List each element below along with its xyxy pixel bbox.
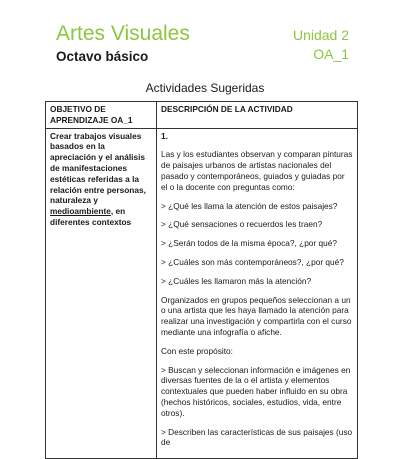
unit-label: Unidad 2 xyxy=(292,27,349,43)
activity-paragraph: Las y los estudiantes observan y comparan pinturas de paisajes urbanos de artistas nacionales del pasado y contemporáneos, guiados y guiadas por el o la docente con preguntas como: xyxy=(161,149,353,192)
activity-paragraph: Organizados en grupos pequeños seleccionan a un o una artista que les haya llamado la atención para realizar una investigación y compartirla con el curso mediante una infografía o afiche. xyxy=(161,294,352,337)
section-title: Actividades Sugeridas xyxy=(145,81,265,95)
objective-header: OBJETIVO DE APRENDIZAJE OA_1 xyxy=(46,102,157,129)
activities-table xyxy=(45,101,358,459)
question-item: > ¿Cuáles les llamaron más la atención? xyxy=(161,275,312,286)
table-row xyxy=(46,128,358,459)
description-header: DESCRIPCIÓN DE LA ACTIVIDAD xyxy=(157,102,358,129)
header-right xyxy=(293,27,349,63)
question-item: > ¿Serán todos de la misma época?, ¿por qué? xyxy=(161,238,337,249)
document-subtitle: Octavo básico xyxy=(56,49,149,64)
description-cell xyxy=(157,128,358,459)
table-header-row xyxy=(46,102,358,129)
objective-cell xyxy=(46,128,157,459)
question-item: > ¿Cuáles son más contemporáneos?, ¿por qué? xyxy=(161,256,344,267)
header-left xyxy=(56,22,190,65)
task-item: > Describen las características de sus paisajes (uso de xyxy=(161,426,353,448)
objective-text-before: Crear trabajos visuales basados en la apreciación y el análisis de manifestaciones estéticas referidas a la relación entre personas, naturaleza y xyxy=(50,130,146,206)
activity-paragraph: Con este propósito: xyxy=(161,345,233,356)
oa-label: OA_1 xyxy=(313,46,349,62)
objective-text-underlined: medioambiente xyxy=(50,206,111,217)
question-item: > ¿Qué les llama la atención de estos paisajes? xyxy=(161,200,338,211)
objective-text-after: , en diferentes contextos xyxy=(50,206,132,227)
question-item: > ¿Qué sensaciones o recuerdos les traen? xyxy=(161,219,323,230)
task-item: > Buscan y seleccionan información e imágenes en diversas fuentes de la o el artista y elementos contextuales que pueden haber influido en su obra (hechos históricos, sociales, estudios, vida, entre otros). xyxy=(161,364,351,418)
document-title: Artes Visuales xyxy=(56,22,190,45)
activity-number: 1. xyxy=(161,130,168,141)
